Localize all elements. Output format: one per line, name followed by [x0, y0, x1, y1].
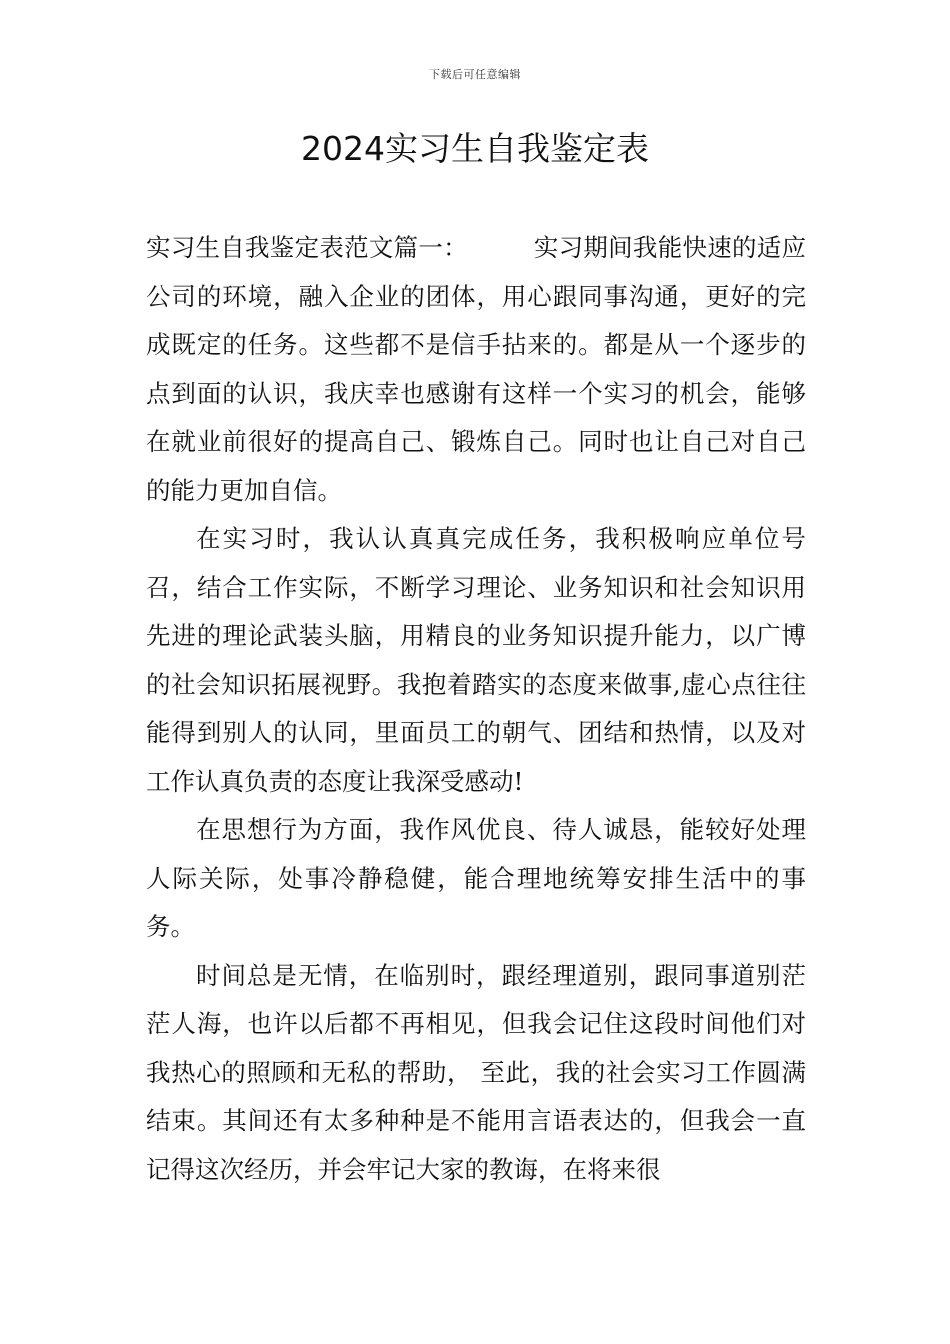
paragraph-2: 在实习时，我认认真真完成任务，我积极响应单位号召，结合工作实际，不断学习理论、业务知识和社会知识用先进的理论武装头脑，用精良的业务知识提升能力，以广博的社会知识拓展视野。我抱着踏实的态度来做事,虚心点往往能得到别人的认同，里面员工的朝气、团结和热情，以及对工作认真负责的态度让我深受感动!: [146, 524, 806, 796]
lead-label: 实习生自我鉴定表范文篇一：: [146, 233, 468, 262]
paragraph-1-text: 实习期间我能快速的适应公司的环境，融入企业的团体，用心跟同事沟通，更好的完成既定的任务。这些都不是信手拈来的。都是从一个逐步的点到面的认识，我庆幸也感谢有这样一个实习的机会，能够在就业前很好的提高自己、锻炼自己。同时也让自己对自己的能力更加自信。: [146, 233, 806, 505]
document-title: 2024实习生自我鉴定表: [301, 129, 649, 168]
paragraph-3: 在思想行为方面，我作风优良、待人诚恳，能较好处理人际关际，处事冷静稳健，能合理地统筹安排生活中的事务。: [146, 815, 806, 941]
document-body: [146, 224, 806, 1194]
paragraph-4: 时间总是无情，在临别时，跟经理道别，跟同事道别茫茫人海，也许以后都不再相见，但我会记住这段时间他们对我热心的照顾和无私的帮助， 至此，我的社会实习工作圆满结束。其间还有太多种种是不能用言语表达的，但我会一直记得这次经历，并会牢记大家的教诲，在将来很: [146, 960, 806, 1184]
paragraph-1: [146, 224, 806, 515]
header-note: 下载后可任意编辑: [429, 68, 521, 81]
